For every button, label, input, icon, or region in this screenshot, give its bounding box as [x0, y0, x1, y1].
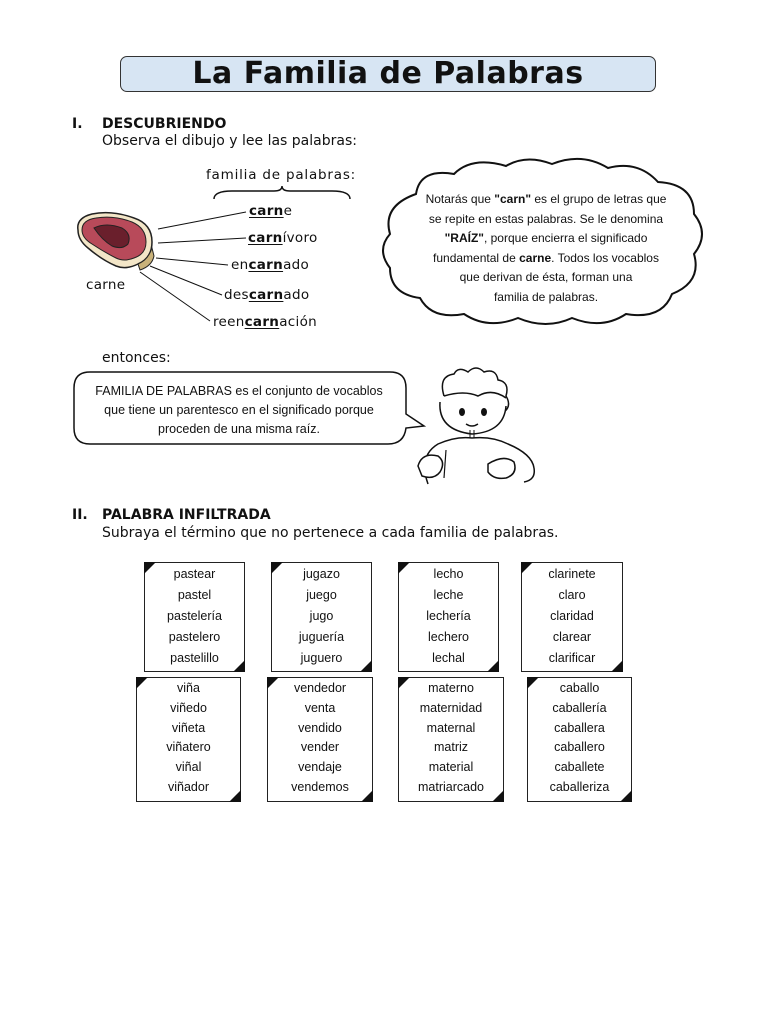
word-family-box	[398, 562, 499, 672]
section-2-heading: PALABRA INFILTRADA	[102, 507, 271, 523]
family-item[interactable]: caballería	[552, 700, 607, 715]
family-item[interactable]: claro	[558, 588, 586, 602]
family-item[interactable]: viñador	[168, 779, 209, 794]
word-family-box	[144, 562, 245, 672]
family-item[interactable]: lechería	[426, 609, 471, 623]
family-item[interactable]: caballera	[554, 720, 605, 735]
family-item[interactable]: material	[428, 760, 474, 775]
family-item[interactable]: pastelillo	[170, 651, 219, 665]
family-item[interactable]: vender	[300, 740, 340, 755]
family-item[interactable]: juguero	[300, 651, 343, 665]
family-item[interactable]: viñatero	[166, 740, 211, 755]
definition-text: FAMILIA DE PALABRAS es el conjunto de vocablos que tiene un parentesco en el significado porque proceden de una misma raíz.	[95, 384, 383, 436]
word-family-box	[521, 562, 623, 672]
section-1-number: I.	[72, 116, 83, 132]
family-item[interactable]: pastelero	[168, 630, 221, 644]
family-item[interactable]: vendaje	[298, 760, 342, 775]
family-item[interactable]: jugazo	[303, 567, 340, 581]
family-word-5: reencarnación	[213, 314, 317, 330]
section-1-instruction: Observa el dibujo y lee las palabras:	[102, 133, 357, 149]
word-family-box	[527, 677, 632, 802]
boy-illustration	[408, 366, 540, 486]
image-label-carne: carne	[86, 277, 126, 293]
family-item[interactable]: clarinete	[548, 567, 596, 581]
family-item[interactable]: lechero	[428, 630, 469, 644]
family-item[interactable]: caballeriza	[549, 779, 610, 794]
family-item[interactable]: materno	[428, 681, 474, 695]
family-item[interactable]: juego	[306, 588, 337, 602]
family-item[interactable]: venta	[304, 700, 336, 715]
section-1-heading: DESCUBRIENDO	[102, 116, 227, 132]
family-item[interactable]: claridad	[550, 609, 594, 623]
family-item[interactable]: pastel	[177, 588, 212, 602]
word-family-box	[398, 677, 504, 802]
cloud-text: Notarás que "carn" es el grupo de letras que se repite en estas palabras. Se le denomina "RAÍZ", porque encierra el significado fundamental de carne. Todos los vocablos que derivan de ésta, forman una familia de palabras.	[425, 192, 667, 304]
entonces-label: entonces:	[102, 350, 171, 366]
family-item[interactable]: viñeta	[171, 720, 206, 735]
family-item[interactable]: viñedo	[170, 700, 207, 715]
family-item[interactable]: matriarcado	[418, 779, 484, 794]
word-family-box	[271, 562, 372, 672]
family-item[interactable]: clarificar	[548, 651, 596, 665]
family-item[interactable]: lechal	[432, 651, 465, 665]
word-family-box	[136, 677, 241, 802]
family-item[interactable]: jugo	[309, 609, 334, 623]
family-label: familia de palabras:	[206, 167, 356, 183]
family-word-4: descarnado	[224, 287, 310, 303]
family-item[interactable]: vendido	[298, 720, 342, 735]
family-item[interactable]: caballete	[554, 760, 605, 775]
family-item[interactable]: lecho	[433, 567, 464, 581]
family-item[interactable]: clarear	[552, 630, 592, 644]
family-item[interactable]: caballero	[554, 740, 605, 755]
family-item[interactable]: pastelería	[167, 609, 222, 623]
family-item[interactable]: viñal	[175, 760, 202, 775]
family-item[interactable]: pastear	[173, 567, 216, 581]
family-word-3: encarnado	[231, 257, 310, 273]
family-item[interactable]: leche	[433, 588, 464, 602]
family-item[interactable]: vendedor	[293, 681, 347, 695]
family-item[interactable]: caballo	[559, 681, 600, 695]
family-item[interactable]: maternidad	[419, 700, 483, 715]
title-banner	[120, 56, 656, 92]
family-item[interactable]: viña	[177, 681, 200, 695]
section-2-number: II.	[72, 507, 88, 523]
family-item[interactable]: maternal	[426, 720, 476, 735]
family-item[interactable]: matriz	[433, 740, 469, 755]
family-item[interactable]: juguería	[298, 630, 345, 644]
meat-steak-image	[72, 208, 158, 274]
brace-icon	[212, 185, 352, 201]
family-word-2: carnívoro	[248, 230, 318, 246]
family-item[interactable]: vendemos	[291, 779, 349, 794]
family-word-1: carne	[249, 203, 293, 219]
section-2-instruction: Subraya el término que no pertenece a cada familia de palabras.	[102, 525, 559, 541]
word-family-box	[267, 677, 373, 802]
page-title: La Familia de Palabras	[192, 56, 584, 91]
